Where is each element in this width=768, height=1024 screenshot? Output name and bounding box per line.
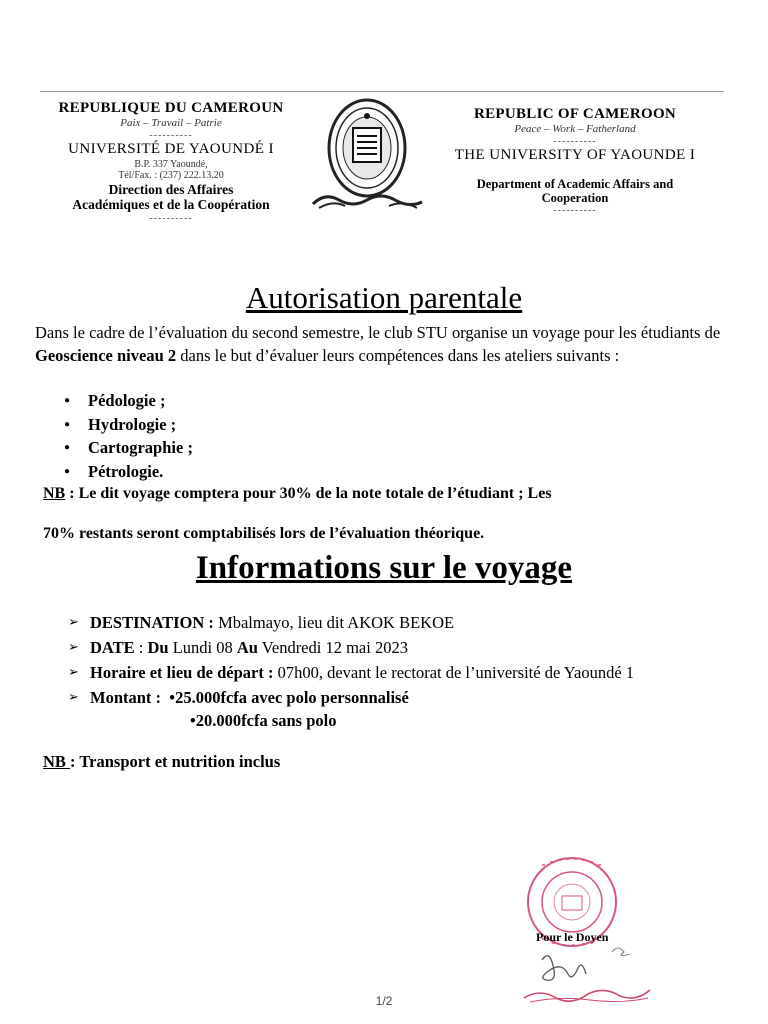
postal-box: B.P. 337 Yaoundé, [134,158,208,170]
date-du: Du [147,638,169,657]
trip-info [68,611,708,732]
note-included [43,752,280,772]
direction-line-2: Académiques et de la Coopération [72,197,270,213]
motto-fr: Paix – Travail – Patrie [120,117,222,130]
university-name-fr: UNIVERSITÉ DE YAOUNDÉ I [68,141,274,158]
document-title: Autorisation parentale [245,280,523,315]
info-amount [68,686,708,709]
direction-line-1: Direction des Affaires [108,181,234,197]
country-name-fr: REPUBLIQUE DU CAMEROUN [58,100,284,116]
date-label: DATE [90,638,135,657]
header-separator: ---------- [553,135,597,147]
intro-text: Dans le cadre de l’évaluation du second semestre, le club STU organise un voyage pour les étudiants de [35,323,721,342]
section-title: Informations sur le voyage [195,550,573,586]
header-separator: ---------- [149,212,193,224]
header-left-block [40,100,302,224]
departure-label: Horaire et lieu de départ : [90,663,274,682]
list-item: ● Pétrologie. [62,460,193,484]
note-label: NB [43,752,71,771]
university-seal-icon [305,96,430,220]
list-item: ● Pédologie ; [62,389,193,413]
note-line-1 [43,485,552,503]
signature-caption: Pour le Doyen [536,930,609,944]
intro-level: Geoscience niveau 2 [35,346,177,365]
page-number: 1/2 [375,994,393,1008]
info-date [68,636,708,659]
destination-label: DESTINATION : [90,613,214,632]
amount-label: Montant : [90,688,162,707]
note-text: : Transport et nutrition inclus [70,752,281,771]
intro-text: dans le but d’évaluer leurs compétences dans les ateliers suivants : [176,346,620,365]
date-separator: : [134,638,148,657]
list-item: ● Hydrologie ; [62,413,193,437]
list-item: ● Cartographie ; [62,436,193,460]
destination-value: Mbalmayo, lieu dit AKOK BEKOE [213,613,455,632]
intro-paragraph [35,321,735,367]
department-line-1: Department of Academic Affairs and [476,176,674,191]
departure-value: 07h00, devant le rectorat de l’université de Yaoundé 1 [273,663,635,682]
note-label: NB [43,485,66,502]
amount-without-polo: •20.000fcfa sans polo [190,711,337,730]
header-right-block [440,106,710,217]
date-to: Vendredi 12 mai 2023 [257,638,408,657]
date-au: Au [236,638,258,657]
header-separator: ---------- [553,205,597,217]
info-departure [68,661,708,684]
phone-fax: Tél/Fax. : (237) 222.13.20 [118,170,224,182]
header-separator: ---------- [149,129,193,141]
amount-with-polo: •25.000fcfa avec polo personnalisé [161,688,409,707]
arrow-bullet-icon: ➢ [68,690,79,705]
info-destination [68,611,708,634]
arrow-bullet-icon: ➢ [68,640,79,655]
arrow-bullet-icon: ➢ [68,615,79,630]
country-name-en: REPUBLIC OF CAMEROON [473,106,677,122]
note-text: : Le dit voyage comptera pour 30% de la note totale de l’étudiant ; Les [65,485,552,502]
header-rule [40,91,724,92]
arrow-bullet-icon: ➢ [68,665,79,680]
workshop-list [62,389,193,483]
motto-en: Peace – Work – Fatherland [514,123,636,136]
university-name-en: THE UNIVERSITY OF YAOUNDE I [454,147,696,164]
department-line-2: Cooperation [541,191,609,206]
note-line-2: 70% restants seront comptabilisés lors de l’évaluation théorique. [43,525,485,542]
date-from: Lundi 08 [168,638,237,657]
